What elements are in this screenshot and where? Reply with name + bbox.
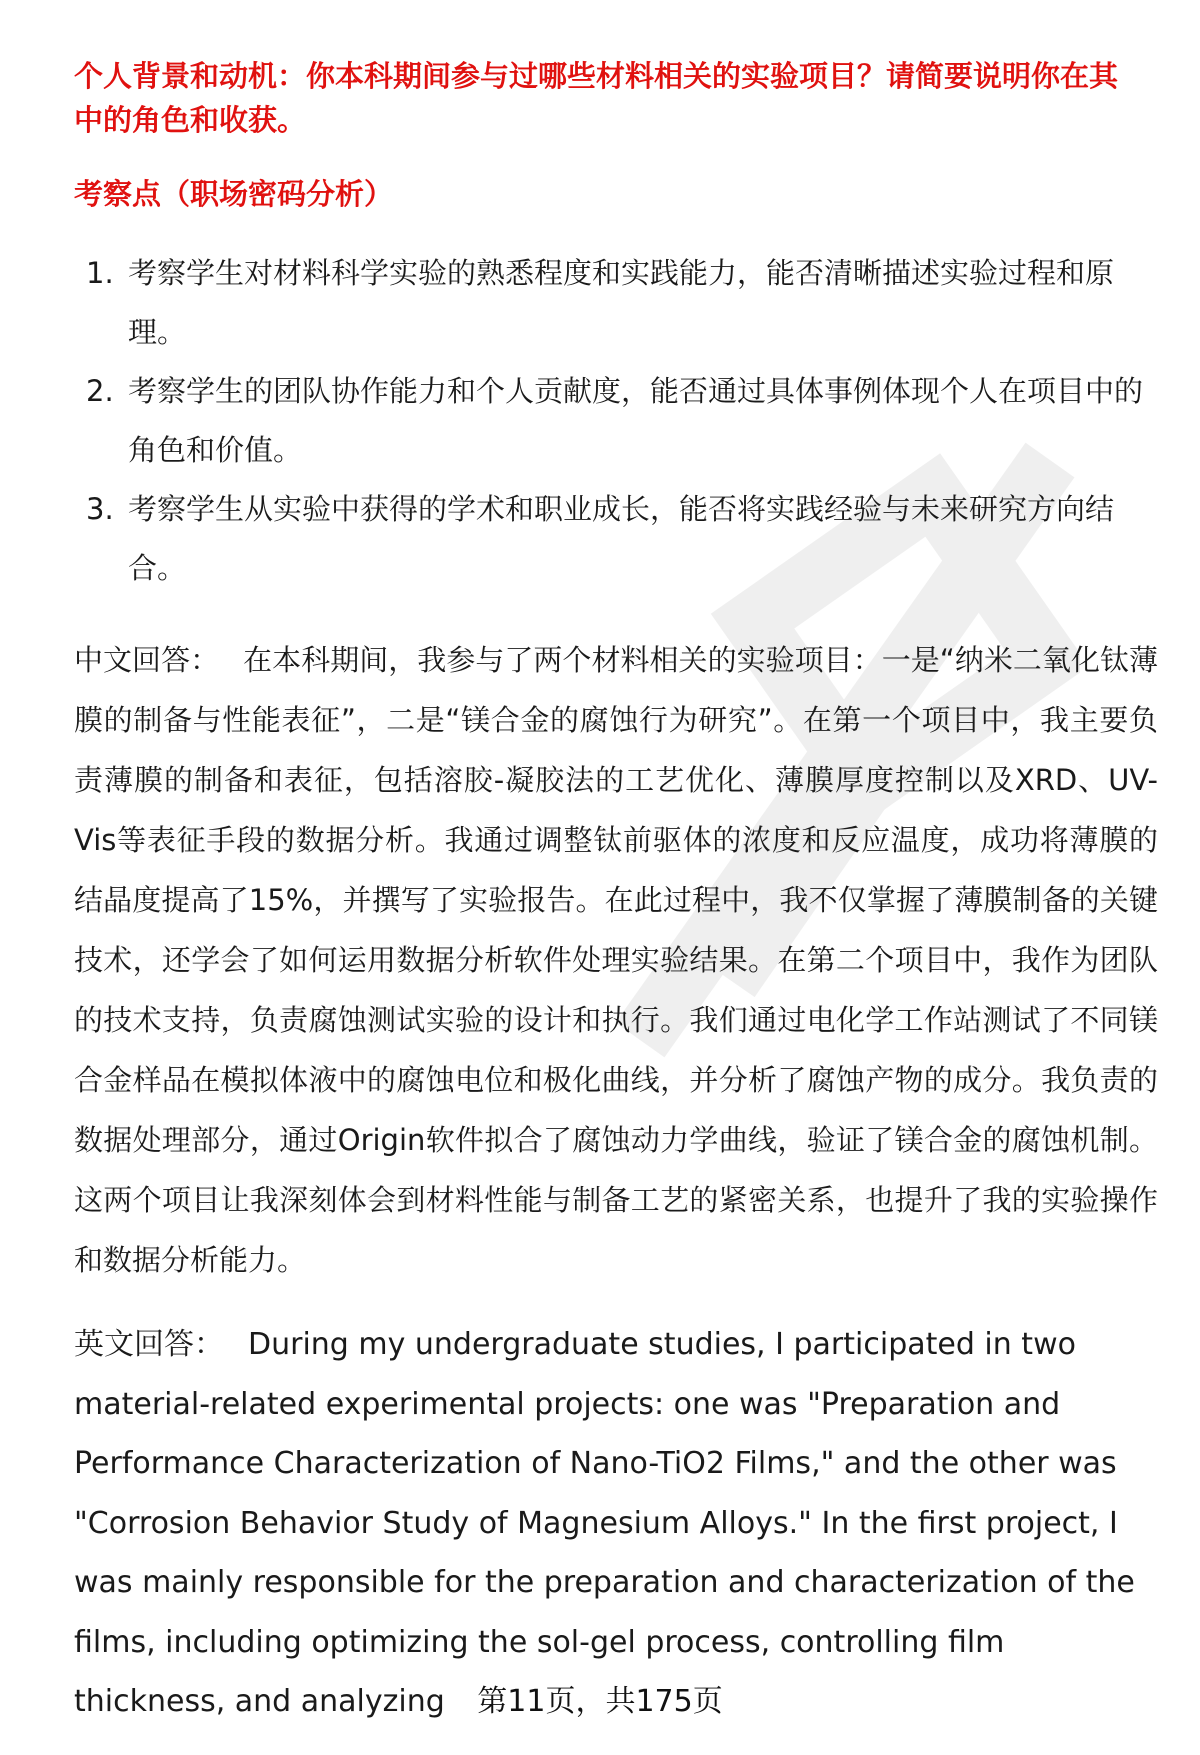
question-title: 个人背景和动机：你本科期间参与过哪些材料相关的实验项目？请简要说明你在其中的角色和收获。 (74, 59, 1119, 137)
english-answer (74, 1315, 1158, 1732)
point-number: 3. (86, 492, 114, 526)
point-text: 考察学生从实验中获得的学术和职业成长，能否将实践经验与未来研究方向结合。 (128, 492, 1115, 585)
english-answer-label: 英文回答： (74, 1327, 224, 1362)
assessment-heading: 考察点（职场密码分析） (74, 177, 394, 211)
point-number: 1. (86, 256, 114, 290)
english-answer-text: During my undergraduate studies, I participated in two material-related experimental projects: one was "Preparation and Performance Characterization of Nano-TiO2 Films," and the other was "Corrosion Behavior Study of Magnesium Alloys." In the first project, I was mainly responsible for the preparation and characterization of the films, including optimizing the sol-gel process, controlling film thickness, and analyzing (74, 1327, 1135, 1719)
point-text: 考察学生的团队协作能力和个人贡献度，能否通过具体事例体现个人在项目中的角色和价值。 (128, 374, 1144, 467)
assessment-point (74, 362, 1144, 480)
chinese-answer (74, 630, 1158, 1290)
assessment-point (74, 244, 1144, 362)
point-number: 2. (86, 374, 114, 408)
page-number-footer: 第11页，共175页 (477, 1684, 723, 1719)
chinese-answer-label: 中文回答： (74, 643, 220, 677)
assessment-point (74, 480, 1144, 598)
chinese-answer-text: 在本科期间，我参与了两个材料相关的实验项目：一是“纳米二氧化钛薄膜的制备与性能表征”，二是“镁合金的腐蚀行为研究”。在第一个项目中，我主要负责薄膜的制备和表征，包括溶胶-凝胶法的工艺优化、薄膜厚度控制以及XRD、UV-Vis等表征手段的数据分析。我通过调整钛前驱体的浓度和反应温度，成功将薄膜的结晶度提高了15%，并撰写了实验报告。在此过程中，我不仅掌握了薄膜制备的关键技术，还学会了如何运用数据分析软件处理实验结果。在第二个项目中，我作为团队的技术支持，负责腐蚀测试实验的设计和执行。我们通过电化学工作站测试了不同镁合金样品在模拟体液中的腐蚀电位和极化曲线，并分析了腐蚀产物的成分。我负责的数据处理部分，通过Origin软件拟合了腐蚀动力学曲线，验证了镁合金的腐蚀机制。这两个项目让我深刻体会到材料性能与制备工艺的紧密关系，也提升了我的实验操作和数据分析能力。 (74, 643, 1158, 1277)
point-text: 考察学生对材料科学实验的熟悉程度和实践能力，能否清晰描述实验过程和原理。 (128, 256, 1115, 349)
assessment-points-list (74, 244, 1144, 598)
